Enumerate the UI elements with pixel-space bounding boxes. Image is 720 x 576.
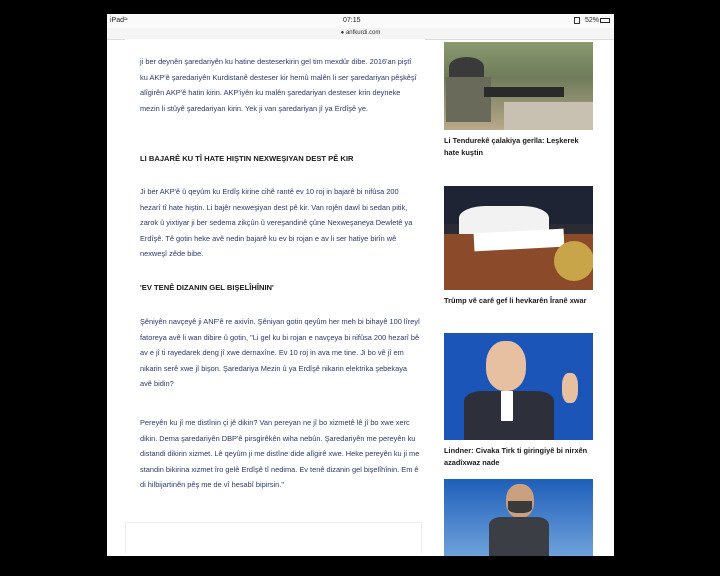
paragraph-1: ji ber deynên şaredariyên ku hatine desteserkirin gel tim mexdûr dibe. 2016'an piştî ku AKP'ê şaredariyên Kurdistanê desteser kir hemû malên li ser şaredariyan pêşkêşî alîgirên AKP'ê hatin kirin. AKP'iyên ku malên şaredariyan desteser krin deyneke mezin li stûyê şaredariyan kirin. Yek ji van şaredariyan jî ya Erdîşê ye. xyxy=(140,57,417,113)
news-image-soldiers[interactable] xyxy=(444,42,593,130)
news-title-3[interactable]: Lindner: Civaka Tirk ti giringiyê bi nirxên azadîxwaz nade xyxy=(444,446,588,467)
clock: 07:15 xyxy=(343,17,361,24)
news-card-2[interactable] xyxy=(444,186,593,307)
paragraph-2: Ji ber AKP'ê û qeyûm ku Erdîş kirine cihê rantê ev 10 roj in bajarê bi nifûsa 200 hezarî tî hate hiştin. Li bajêr nexweşiyan dest pê kir. Van rojên dawî bi sedan pitik, zarok û yixtiyar ji ber sedema zikçûn û vereşandinê çûne Nexweşaneya Dewletê ya Erdîşê. Tê gotin heke avê nedin bajarê ku ev bi rojan e av li ser hatiye birîn wê nexweşî zêde bibe. xyxy=(140,187,413,258)
lock-icon: ● xyxy=(340,30,345,36)
news-title-1[interactable]: Li Tendurekê çalakiya gerîla: Leşkerek hate kuştin xyxy=(444,136,579,157)
news-card-4[interactable] xyxy=(444,479,593,556)
news-image-signing[interactable] xyxy=(444,186,593,290)
comment-box xyxy=(125,522,422,553)
paragraph-4: Pereyên ku jî me distînin çi jê dikin? Van pereyan ne jî bo xizmetê lê jî bo xwe xerc dikin. Dema şaredariyên DBP'ê pirsgirêkên wiha nebûn. Şaredariyên me pereyên ku distandi dikirin xizmet. Lê qeyûm ji me distîne dide alîgirê xwe. Heke pereyên ku ji me standin bikirina xizmet îro gelê Erdîşê tî nedima. Ev tenê dizanin gel bişelîhînin. Em ê di hilbijartinên pêş me de vî hesabî bipirsin." xyxy=(140,418,420,489)
paragraph-3: Şêniyên navçeyê ji ANF'ê re axivîn. Şêniyan gotin qeyûm her meh bi bihayê 100 lîreyî fatoreya avê li wan dibire û gotin, "Li gel ku bi rojan e navçeya bi nifûsa 200 hezarî bê av e jî ti rayedarek deng jî xwe dernaxîne. Ev 10 roj in ava me tine. Ji bo vê jî em nikarin serê xwe jî bişon. Şaredariya Mezin û ya Erdîşê nikarin elektrika şebekaya avê bidin? xyxy=(140,317,420,388)
battery-icon xyxy=(600,18,610,23)
article-body xyxy=(125,39,425,556)
wifi-icon: ≈ xyxy=(124,16,128,23)
url-text: anfkurdi.com xyxy=(345,30,381,36)
subheading-2: 'EV TENÊ DIZANIN GEL BIŞELÎHÎNIN' xyxy=(140,283,274,292)
news-image-man[interactable] xyxy=(444,479,593,556)
screen-lock-icon xyxy=(574,17,580,24)
battery-level: 52% xyxy=(585,17,600,24)
news-card-1[interactable] xyxy=(444,42,593,159)
device-label: iPad xyxy=(110,17,125,24)
news-card-3[interactable] xyxy=(444,333,593,469)
subheading-1: LI BAJARÊ KU TÎ HATE HIŞTIN NEXWEŞIYAN DEST PÊ KIR xyxy=(140,154,354,163)
news-title-2[interactable]: Trûmp vê carê gef li hevkarên Îranê xwar xyxy=(444,296,587,305)
ipad-screen xyxy=(107,14,614,556)
status-bar xyxy=(107,14,614,28)
news-image-politician[interactable] xyxy=(444,333,593,440)
